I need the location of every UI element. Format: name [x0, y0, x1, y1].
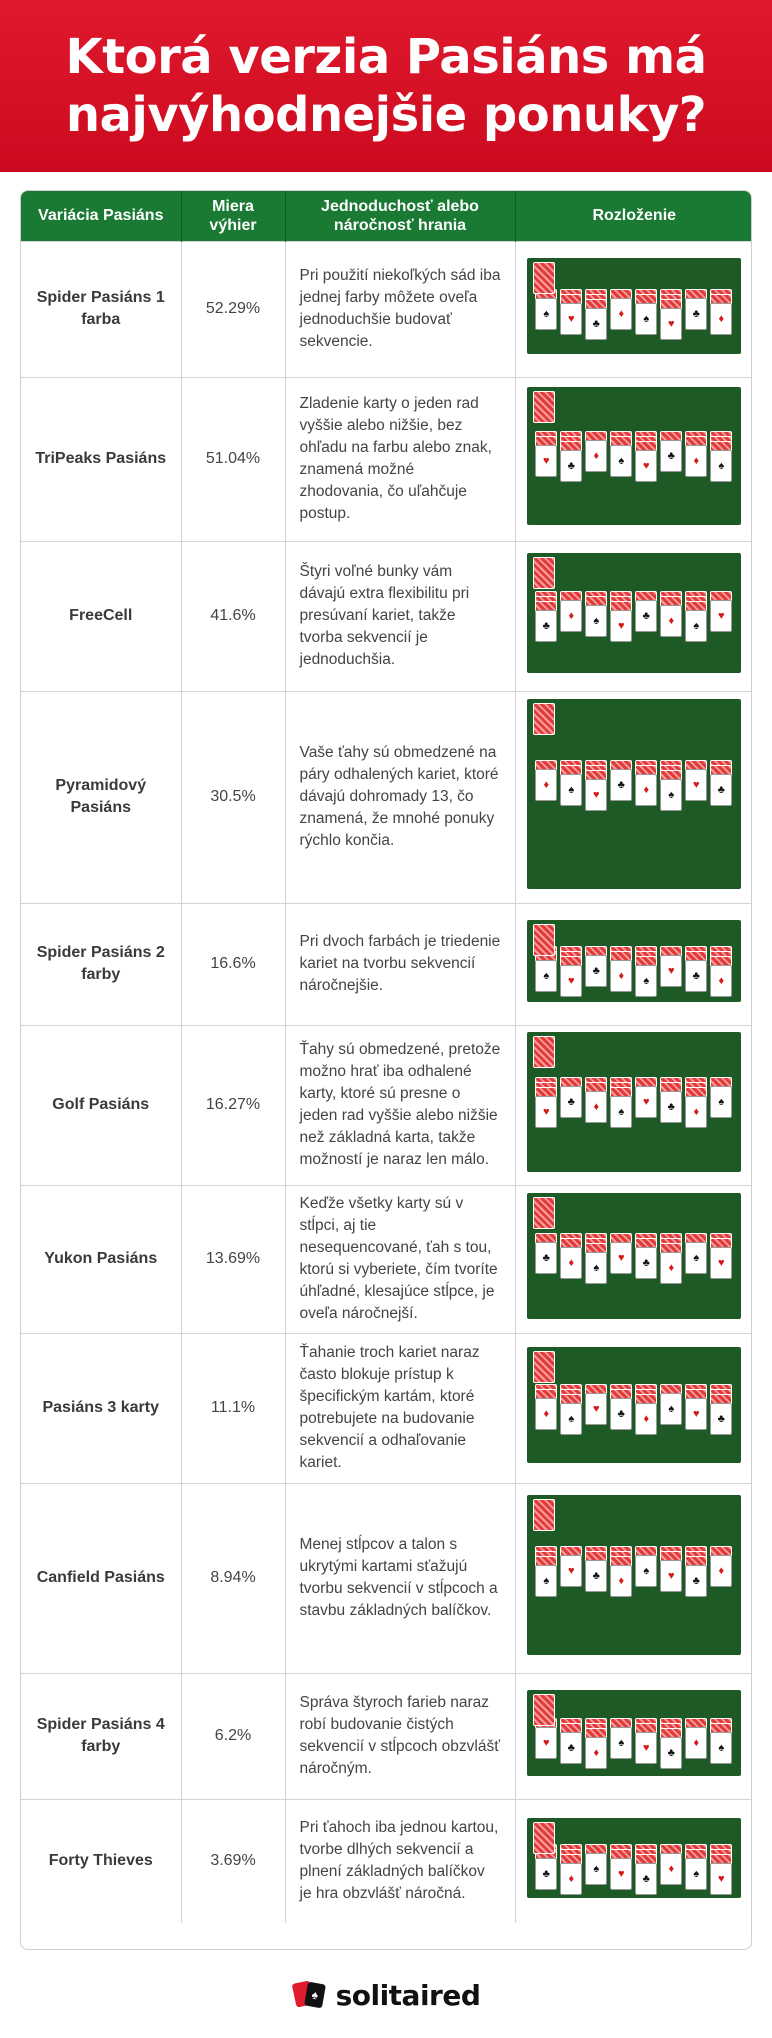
title-banner — [0, 0, 772, 172]
table-row — [21, 903, 752, 1025]
page-title: Ktorá verzia Pasiáns má najvýhodnejšie ponuky? — [65, 29, 707, 143]
layout-cell — [515, 377, 752, 541]
win-rate: 30.5% — [181, 691, 285, 903]
spider-four-suit-layout-image: ♥ ♣ ♦ ♠ ♥ ♣ ♦ ♠ — [527, 1690, 741, 1776]
variant-name: Spider Pasiáns 1 farba — [21, 241, 181, 377]
difficulty-description: Štyri voľné bunky vám dávajú extra flexibilitu pri presúvaní kariet, takže tvorba sekvencií je jednoduchšia. — [285, 541, 515, 691]
table-row — [21, 377, 752, 541]
win-rate: 13.69% — [181, 1185, 285, 1333]
spider-one-suit-layout-image: ♠ ♥ ♣ ♦ ♠ ♥ ♣ ♦ — [527, 258, 741, 354]
difficulty-description: Pri použití niekoľkých sád iba jednej farby môžete oveľa jednoduchšie budovať sekvencie. — [285, 241, 515, 377]
difficulty-description: Vaše ťahy sú obmedzené na páry odhalených kariet, ktoré dávajú dohromady 13, čo znamená, že mnohé ponuky rýchlo končia. — [285, 691, 515, 903]
pyramid-layout-image: ♦ ♠ ♥ ♣ ♦ ♠ ♥ ♣ — [527, 699, 741, 889]
layout-cell — [515, 903, 752, 1025]
difficulty-description: Zladenie karty o jeden rad vyššie alebo nižšie, bez ohľadu na farbu alebo znak, znamená možné zhodovania, čo uľahčuje postup. — [285, 377, 515, 541]
comparison-table — [20, 190, 752, 1950]
win-rate: 52.29% — [181, 241, 285, 377]
header-variant: Variácia Pasiáns — [21, 191, 181, 241]
variant-name: Yukon Pasiáns — [21, 1185, 181, 1333]
variant-name: Spider Pasiáns 2 farby — [21, 903, 181, 1025]
layout-cell — [515, 1185, 752, 1333]
table-row — [21, 1673, 752, 1799]
table-row — [21, 1483, 752, 1673]
variant-name: Canfield Pasiáns — [21, 1483, 181, 1673]
win-rate: 16.6% — [181, 903, 285, 1025]
klondike-three-card-layout-image: ♦ ♠ ♥ ♣ ♦ ♠ ♥ ♣ — [527, 1347, 741, 1463]
canfield-layout-image: ♠ ♥ ♣ ♦ ♠ ♥ ♣ ♦ — [527, 1495, 741, 1655]
win-rate: 6.2% — [181, 1673, 285, 1799]
layout-cell — [515, 541, 752, 691]
difficulty-description: Menej stĺpcov a talon s ukrytými kartami sťažujú tvorbu sekvencií v stĺpcoch a stavbu základných balíčkov. — [285, 1483, 515, 1673]
tripeaks-layout-image: ♥ ♣ ♦ ♠ ♥ ♣ ♦ ♠ — [527, 387, 741, 525]
golf-layout-image: ♥ ♣ ♦ ♠ ♥ ♣ ♦ ♠ — [527, 1032, 741, 1172]
win-rate: 16.27% — [181, 1025, 285, 1185]
variant-name: Golf Pasiáns — [21, 1025, 181, 1185]
difficulty-description: Pri dvoch farbách je triedenie kariet na tvorbu sekvencií náročnejšie. — [285, 903, 515, 1025]
table-row — [21, 1333, 752, 1483]
difficulty-description: Keďže všetky karty sú v stĺpci, aj tie nesequencované, ťah s tou, ktorú si vyberiete, čím tvoríte úhľadné, klesajúce stĺpce, je oveľa náročnejší. — [285, 1185, 515, 1333]
solitaired-logo-icon: ♠ — [292, 1980, 328, 2010]
header-win-rate: Miera výhier — [181, 191, 285, 241]
difficulty-description: Pri ťahoch iba jednou kartou, tvorbe dlhých sekvencií a plnení základných balíčkov je hra obzvlášť náročná. — [285, 1799, 515, 1923]
yukon-layout-image: ♣ ♦ ♠ ♥ ♣ ♦ ♠ ♥ — [527, 1193, 741, 1319]
brand-name: solitaired — [335, 1978, 481, 2012]
table-row — [21, 241, 752, 377]
variant-name: Pyramidový Pasiáns — [21, 691, 181, 903]
layout-cell — [515, 1483, 752, 1673]
variant-name: FreeCell — [21, 541, 181, 691]
table-row — [21, 541, 752, 691]
table-row — [21, 1799, 752, 1923]
difficulty-description: Správa štyroch farieb naraz robí budovanie čistých sekvencií v stĺpcoch obzvlášť náročným. — [285, 1673, 515, 1799]
table-row — [21, 691, 752, 903]
difficulty-description: Ťahanie troch kariet naraz často blokuje prístup k špecifickým kartám, ktoré potrebujete na budovanie sekvencií a odhaľovanie kariet. — [285, 1333, 515, 1483]
variant-name: Pasiáns 3 karty — [21, 1333, 181, 1483]
table-row — [21, 1025, 752, 1185]
layout-cell — [515, 1673, 752, 1799]
layout-cell — [515, 1333, 752, 1483]
win-rate: 11.1% — [181, 1333, 285, 1483]
variant-name: TriPeaks Pasiáns — [21, 377, 181, 541]
forty-thieves-layout-image: ♣ ♦ ♠ ♥ ♣ ♦ ♠ ♥ — [527, 1818, 741, 1898]
layout-cell — [515, 1799, 752, 1923]
variant-name: Forty Thieves — [21, 1799, 181, 1923]
table-row — [21, 1185, 752, 1333]
layout-cell — [515, 1025, 752, 1185]
variant-name: Spider Pasiáns 4 farby — [21, 1673, 181, 1799]
spider-two-suit-layout-image: ♠ ♥ ♣ ♦ ♠ ♥ ♣ ♦ — [527, 920, 741, 1002]
layout-cell — [515, 241, 752, 377]
footer — [0, 1960, 772, 2030]
table-header-row — [21, 191, 752, 241]
win-rate: 51.04% — [181, 377, 285, 541]
win-rate: 3.69% — [181, 1799, 285, 1923]
header-difficulty: Jednoduchosť alebo náročnosť hrania — [285, 191, 515, 241]
freecell-layout-image: ♣ ♦ ♠ ♥ ♣ ♦ ♠ ♥ — [527, 553, 741, 673]
layout-cell — [515, 691, 752, 903]
win-rate: 41.6% — [181, 541, 285, 691]
difficulty-description: Ťahy sú obmedzené, pretože možno hrať iba odhalené karty, ktoré sú presne o jeden rad vyššie alebo nižšie než základná karta, takže možností je naraz len málo. — [285, 1025, 515, 1185]
win-rate: 8.94% — [181, 1483, 285, 1673]
header-layout: Rozloženie — [515, 191, 752, 241]
